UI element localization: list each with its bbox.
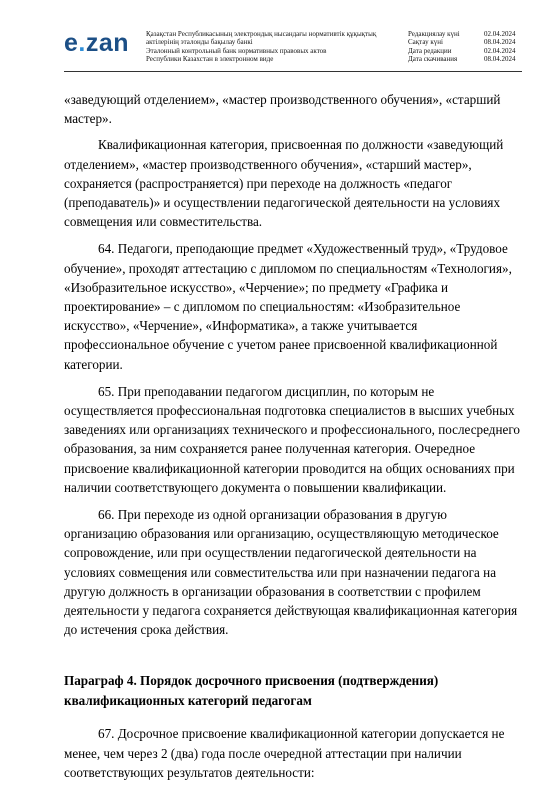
meta-row bbox=[408, 55, 516, 63]
meta-label: Сақтау күні bbox=[408, 38, 443, 47]
meta-value: 08.04.2024 bbox=[484, 55, 516, 64]
meta-value: 08.04.2024 bbox=[484, 38, 516, 47]
paragraph-66: 66. При переходе из одной организации образования в другую организацию образования или организацию, осуществляющую методическое сопровождение, или при осуществлении педагогической деятельности на условиях совмещения или совместительства или при назначении педагога на другую должность в организации образования в соответствии с профилем деятельности у педагога сохраняется действующая квалификационная категория до истечения срока действия. bbox=[64, 507, 518, 638]
meta-row bbox=[408, 30, 516, 38]
section-heading: Параграф 4. Порядок досрочного присвоения (подтверждения) квалификационных категорий педагогам bbox=[64, 673, 439, 708]
ezan-logo bbox=[64, 31, 129, 56]
paragraph-64: 64. Педагоги, преподающие предмет «Художественный труд», «Трудовое обучение», проходят аттестацию с дипломом по специальностям «Технология», «Изобразительное искусство», «Черчение»; по предмету «Графика и проектирование» – с дипломом по специальностям: «Изобразительное искусство», «Черчение», «Информатика», а также учитывается профессиональное обучение с учетом ранее присвоенной квалификационной категории. bbox=[64, 241, 512, 372]
meta-value: 02.04.2024 bbox=[484, 30, 516, 38]
org-line: Эталонный контрольный банк нормативных правовых актов bbox=[146, 46, 327, 55]
logo-e: e bbox=[64, 29, 79, 57]
document-header bbox=[0, 0, 557, 80]
org-line: Республики Казахстан в электронном виде bbox=[146, 55, 274, 64]
meta-row bbox=[408, 38, 516, 46]
meta-label: Редакциялау күні bbox=[408, 30, 460, 38]
meta-value: 02.04.2024 bbox=[484, 46, 516, 55]
meta-row bbox=[408, 47, 516, 55]
meta-label: Дата скачивания bbox=[408, 55, 458, 64]
meta-label: Дата редакции bbox=[408, 46, 452, 55]
header-divider bbox=[64, 71, 522, 72]
paragraph-67: 67. Досрочное присвоение квалификационной категории допускается не менее, чем через 2 (два) года после очередной аттестации при наличии соответствующих результатов деятельности: bbox=[64, 726, 505, 780]
org-line: Қазақстан Республикасының электрондық нысандағы нормативтік құқықтық bbox=[146, 30, 377, 38]
paragraph-continuation: «заведующий отделением», «мастер производственного обучения», «старший мастер». bbox=[64, 92, 501, 127]
document-dates bbox=[408, 30, 516, 64]
logo-zan: zan bbox=[85, 29, 130, 57]
organization-name bbox=[146, 30, 396, 64]
org-line: актілерінің эталонды бақылау банкі bbox=[146, 38, 253, 47]
document-body bbox=[64, 90, 523, 790]
paragraph-qualification: Квалификационная категория, присвоенная по должности «заведующий отделением», «мастер производственного обучения», «старший мастер», сохраняется (распространяется) при переходе на должность «педагог (преподаватель)» и осуществлении педагогической деятельности на условиях совмещения или совместительства. bbox=[64, 137, 504, 230]
paragraph-65: 65. При преподавании педагогом дисциплин, по которым не осуществляется профессиональная подготовка специалистов в высших учебных заведениях или организациях технического и профессионального, послесреднего образования, за ним сохраняется ранее полученная категория. Очередное присвоение квалификационной категории проводится на общих основаниях при наличии соответствующего документа о повышении квалификации. bbox=[64, 383, 520, 495]
logo-dot: . bbox=[78, 29, 86, 57]
